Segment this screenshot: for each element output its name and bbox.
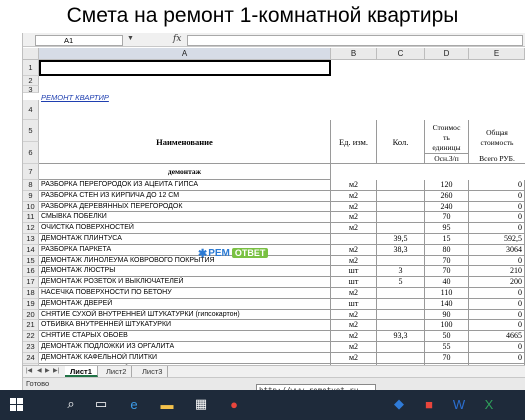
row-header[interactable]: 11 [23, 212, 39, 223]
table-cell-price[interactable]: 40 [425, 277, 469, 288]
header-unit-cost-line: Стоимос [432, 123, 461, 132]
table-cell-name[interactable]: ДЕМОНТАЖ ДВЕРЕЙ [39, 299, 331, 310]
table-cell-unit[interactable]: м2 [331, 256, 377, 267]
table-cell-qty[interactable]: 3 [377, 266, 425, 277]
table-cell-total[interactable]: 0 [469, 320, 525, 331]
row-header[interactable]: 19 [23, 299, 39, 310]
row-header[interactable]: 3 [23, 86, 39, 93]
table-cell-price[interactable]: 55 [425, 342, 469, 353]
table-cell-unit[interactable]: м2 [331, 191, 377, 202]
table-cell-total[interactable]: 0 [469, 202, 525, 213]
app-icon-blue[interactable]: ◆ [394, 396, 404, 411]
table-cell-total[interactable]: 0 [469, 191, 525, 202]
excel-icon[interactable]: X [484, 396, 494, 412]
table-cell-name[interactable]: СНЯТИЕ СУХОЙ ВНУТРЕННЕЙ ШТУКАТУРКИ (гипсокартон) [39, 310, 331, 321]
column-header-a[interactable]: A [39, 48, 331, 60]
watermark-logo [198, 246, 268, 260]
column-header-b[interactable]: B [331, 48, 377, 60]
table-cell-qty[interactable] [377, 256, 425, 267]
column-header-e[interactable]: E [469, 48, 525, 60]
table-cell-total[interactable]: 210 [469, 266, 525, 277]
next-sheet-icon[interactable]: ▶ [45, 368, 50, 374]
row-header[interactable]: 9 [23, 191, 39, 202]
header-unit: Ед. изм. [331, 120, 377, 164]
store-icon[interactable]: ▦ [194, 396, 208, 411]
row-header[interactable]: 23 [23, 342, 39, 353]
table-cell-name[interactable]: ДЕМОНТАЖ ПОДЛОЖКИ ИЗ ОРГАЛИТА [39, 342, 331, 353]
table-cell-price[interactable]: 70 [425, 266, 469, 277]
sheet-grid [23, 60, 525, 365]
table-cell-unit[interactable]: м2 [331, 331, 377, 342]
table-cell-price[interactable]: 15 [425, 234, 469, 245]
header-total-cost [469, 120, 525, 164]
table-cell-total[interactable]: 200 [469, 277, 525, 288]
table-cell-unit[interactable]: м2 [331, 353, 377, 364]
table-cell-name[interactable]: ДЕМОНТАЖ РОЗЕТОК И ВЫКЛЮЧАТЕЛЕЙ [39, 277, 331, 288]
table-cell-qty[interactable] [377, 191, 425, 202]
header-total-line: Общая [486, 128, 508, 137]
column-header-c[interactable]: C [377, 48, 425, 60]
header-total-sub: Всего РУБ. [479, 154, 515, 163]
table-cell-total[interactable]: 0 [469, 310, 525, 321]
table-cell-qty[interactable]: 5 [377, 277, 425, 288]
star-icon: ✱ [198, 247, 208, 260]
table-cell-unit[interactable]: м2 [331, 310, 377, 321]
row-header[interactable]: 21 [23, 320, 39, 331]
table-cell-price[interactable]: 50 [425, 331, 469, 342]
header-total-line: стоимость [480, 138, 514, 147]
table-cell-unit[interactable]: м2 [331, 342, 377, 353]
table-cell-qty[interactable] [377, 353, 425, 364]
table-cell-unit[interactable]: м2 [331, 202, 377, 213]
table-cell-price[interactable]: 70 [425, 353, 469, 364]
row-header[interactable]: 1 [23, 60, 39, 76]
row-header[interactable]: 22 [23, 331, 39, 342]
row-header[interactable]: 24 [23, 353, 39, 364]
table-cell-total[interactable]: 0 [469, 212, 525, 223]
table-cell-qty[interactable] [377, 310, 425, 321]
table-cell-name[interactable]: ДЕМОНТАЖ ПЛИНТУСА [39, 234, 331, 245]
table-cell-price[interactable]: 110 [425, 288, 469, 299]
table-cell-name[interactable]: РАЗБОРКА ПЕРЕГОРОДОК ИЗ АЦЕИТА ГИПСА [39, 180, 331, 191]
watermark-part1: РЕМ [208, 247, 230, 259]
table-cell-price[interactable]: 100 [425, 320, 469, 331]
header-unit-cost-line: единицы [432, 143, 461, 152]
row-header[interactable]: 5 [23, 120, 39, 142]
table-cell-name[interactable]: СНЯТИЕ СТАРЫХ ОБОЕВ [39, 331, 331, 342]
header-unit-cost-line: ть [443, 133, 450, 142]
row-header[interactable]: 12 [23, 223, 39, 234]
table-cell-name[interactable]: СМЫВКА ПОБЕЛКИ [39, 212, 331, 223]
table-cell-price[interactable]: 70 [425, 212, 469, 223]
table-cell-qty[interactable] [377, 299, 425, 310]
edge-browser-icon[interactable]: e [130, 396, 138, 412]
prev-sheet-icon[interactable]: ◀ [37, 368, 42, 374]
search-icon[interactable]: ⌕ [67, 396, 75, 411]
table-cell-unit[interactable] [331, 234, 377, 245]
table-cell-qty[interactable]: 93,3 [377, 331, 425, 342]
table-cell-name[interactable]: НАСЕЧКА ПОВЕРХНОСТИ ПО БЕТОНУ [39, 288, 331, 299]
task-view-icon[interactable]: ▭ [94, 396, 108, 411]
tab-sheet3[interactable]: Лист3 [137, 366, 168, 377]
table-cell-qty[interactable] [377, 212, 425, 223]
header-qty: Кол. [377, 120, 425, 164]
last-sheet-icon[interactable]: ▶| [53, 368, 60, 374]
table-cell-total[interactable]: 0 [469, 180, 525, 191]
row-header[interactable]: 4 [23, 100, 39, 120]
row-header[interactable]: 15 [23, 256, 39, 267]
formula-input[interactable] [187, 35, 523, 46]
column-header-d[interactable]: D [425, 48, 469, 60]
column-headers [23, 48, 525, 60]
row-header[interactable]: 2 [23, 76, 39, 86]
table-cell-name[interactable]: РАЗБОРКА ДЕРЕВЯННЫХ ПЕРЕГОРОДОК [39, 202, 331, 213]
table-cell-qty[interactable] [377, 288, 425, 299]
table-cell-unit[interactable]: шт [331, 266, 377, 277]
table-cell-name[interactable]: ОТБИВКА ВНУТРЕННЕЙ ШТУКАТУРКИ [39, 320, 331, 331]
table-cell-price[interactable]: 120 [425, 180, 469, 191]
table-cell-unit[interactable]: м2 [331, 223, 377, 234]
table-cell-name[interactable]: ДЕМОНТАЖ ЛЮСТРЫ [39, 266, 331, 277]
table-cell-price[interactable]: 80 [425, 245, 469, 256]
table-cell-total[interactable]: 592,5 [469, 234, 525, 245]
table-cell-price[interactable]: 95 [425, 223, 469, 234]
table-cell-unit[interactable]: м2 [331, 288, 377, 299]
chevron-down-icon[interactable]: ▼ [127, 35, 134, 42]
header-name: Наименование [39, 120, 331, 164]
function-icon[interactable]: fx [173, 34, 182, 44]
chrome-icon[interactable]: ● [230, 396, 238, 412]
header-unit-cost [425, 120, 469, 164]
section-label: демонтаж [39, 164, 331, 180]
page-title: Смета на ремонт 1-комнатной квартиры [66, 4, 459, 27]
table-cell-price[interactable]: 140 [425, 299, 469, 310]
sheet-tabs-bar [23, 365, 525, 377]
table-cell-total[interactable]: 3064 [469, 245, 525, 256]
table-cell-total[interactable]: 4665 [469, 331, 525, 342]
row-header[interactable]: 10 [23, 202, 39, 213]
table-cell-name[interactable]: РАЗБОРКА СТЕН ИЗ КИРПИЧА ДО 12 СМ [39, 191, 331, 202]
table-cell-total[interactable]: 0 [469, 299, 525, 310]
tab-sheet2[interactable]: Лист2 [101, 366, 132, 377]
taskbar [0, 390, 525, 420]
table-cell-unit[interactable]: шт [331, 299, 377, 310]
app-icon-red[interactable]: ■ [425, 396, 433, 412]
spreadsheet-window [22, 33, 524, 390]
table-cell-total[interactable]: 0 [469, 256, 525, 267]
table-cell-price[interactable]: 70 [425, 256, 469, 267]
row-header[interactable]: 7 [23, 164, 39, 180]
table-cell-unit[interactable]: м2 [331, 212, 377, 223]
table-cell-qty[interactable] [377, 223, 425, 234]
tab-sheet1[interactable]: Лист1 [65, 366, 98, 377]
table-cell-qty[interactable] [377, 320, 425, 331]
table-cell-name[interactable]: ДЕМОНТАЖ КАФЕЛЬНОЙ ПЛИТКИ [39, 353, 331, 364]
table-cell-price[interactable]: 90 [425, 310, 469, 321]
table-cell-total[interactable]: 0 [469, 342, 525, 353]
file-explorer-icon[interactable]: ▬ [160, 396, 174, 412]
table-cell-qty[interactable] [377, 202, 425, 213]
watermark-part2: ОТВЕТ [232, 248, 269, 258]
table-cell-total[interactable]: 0 [469, 288, 525, 299]
row-header[interactable]: 8 [23, 180, 39, 191]
first-sheet-icon[interactable]: |◀ [26, 368, 33, 374]
row-header[interactable]: 6 [23, 142, 39, 164]
name-box[interactable]: A1 [35, 35, 123, 46]
table-cell-qty[interactable] [377, 342, 425, 353]
table-cell-name[interactable]: ОЧИСТКА ПОВЕРХНОСТЕЙ [39, 223, 331, 234]
table-cell-qty[interactable]: 38,3 [377, 245, 425, 256]
word-icon[interactable]: W [452, 396, 466, 412]
table-cell-unit[interactable]: м2 [331, 245, 377, 256]
table-cell-total[interactable]: 0 [469, 353, 525, 364]
table-cell-qty[interactable] [377, 180, 425, 191]
formula-bar [23, 33, 525, 47]
table-cell-unit[interactable]: шт [331, 277, 377, 288]
row-header[interactable]: 20 [23, 310, 39, 321]
row3-heading: РЕМОНТ КВАРТИР [41, 93, 109, 102]
row-header[interactable]: 18 [23, 288, 39, 299]
table-cell-unit[interactable]: м2 [331, 180, 377, 191]
row-header[interactable]: 16 [23, 266, 39, 277]
windows-start-icon[interactable] [8, 395, 26, 413]
row-header[interactable]: 13 [23, 234, 39, 245]
table-cell-qty[interactable]: 39,5 [377, 234, 425, 245]
table-cell-unit[interactable]: м2 [331, 320, 377, 331]
row-header[interactable]: 17 [23, 277, 39, 288]
table-cell-price[interactable]: 240 [425, 202, 469, 213]
table-cell-name[interactable]: ДЕМОНТАЖ ЛИНОЛЕУМА КОВРОВОГО ПОКРЫТИЯ [39, 256, 331, 267]
row-header[interactable]: 14 [23, 245, 39, 256]
table-cell-total[interactable]: 0 [469, 223, 525, 234]
header-unit-cost-sub: Осн.З/п [425, 153, 468, 164]
table-cell-name[interactable]: РАЗБОРКА ПАРКЕТА [39, 245, 331, 256]
selected-cell-a1[interactable] [39, 60, 331, 76]
table-cell-price[interactable]: 260 [425, 191, 469, 202]
status-bar: Готово [23, 377, 525, 390]
